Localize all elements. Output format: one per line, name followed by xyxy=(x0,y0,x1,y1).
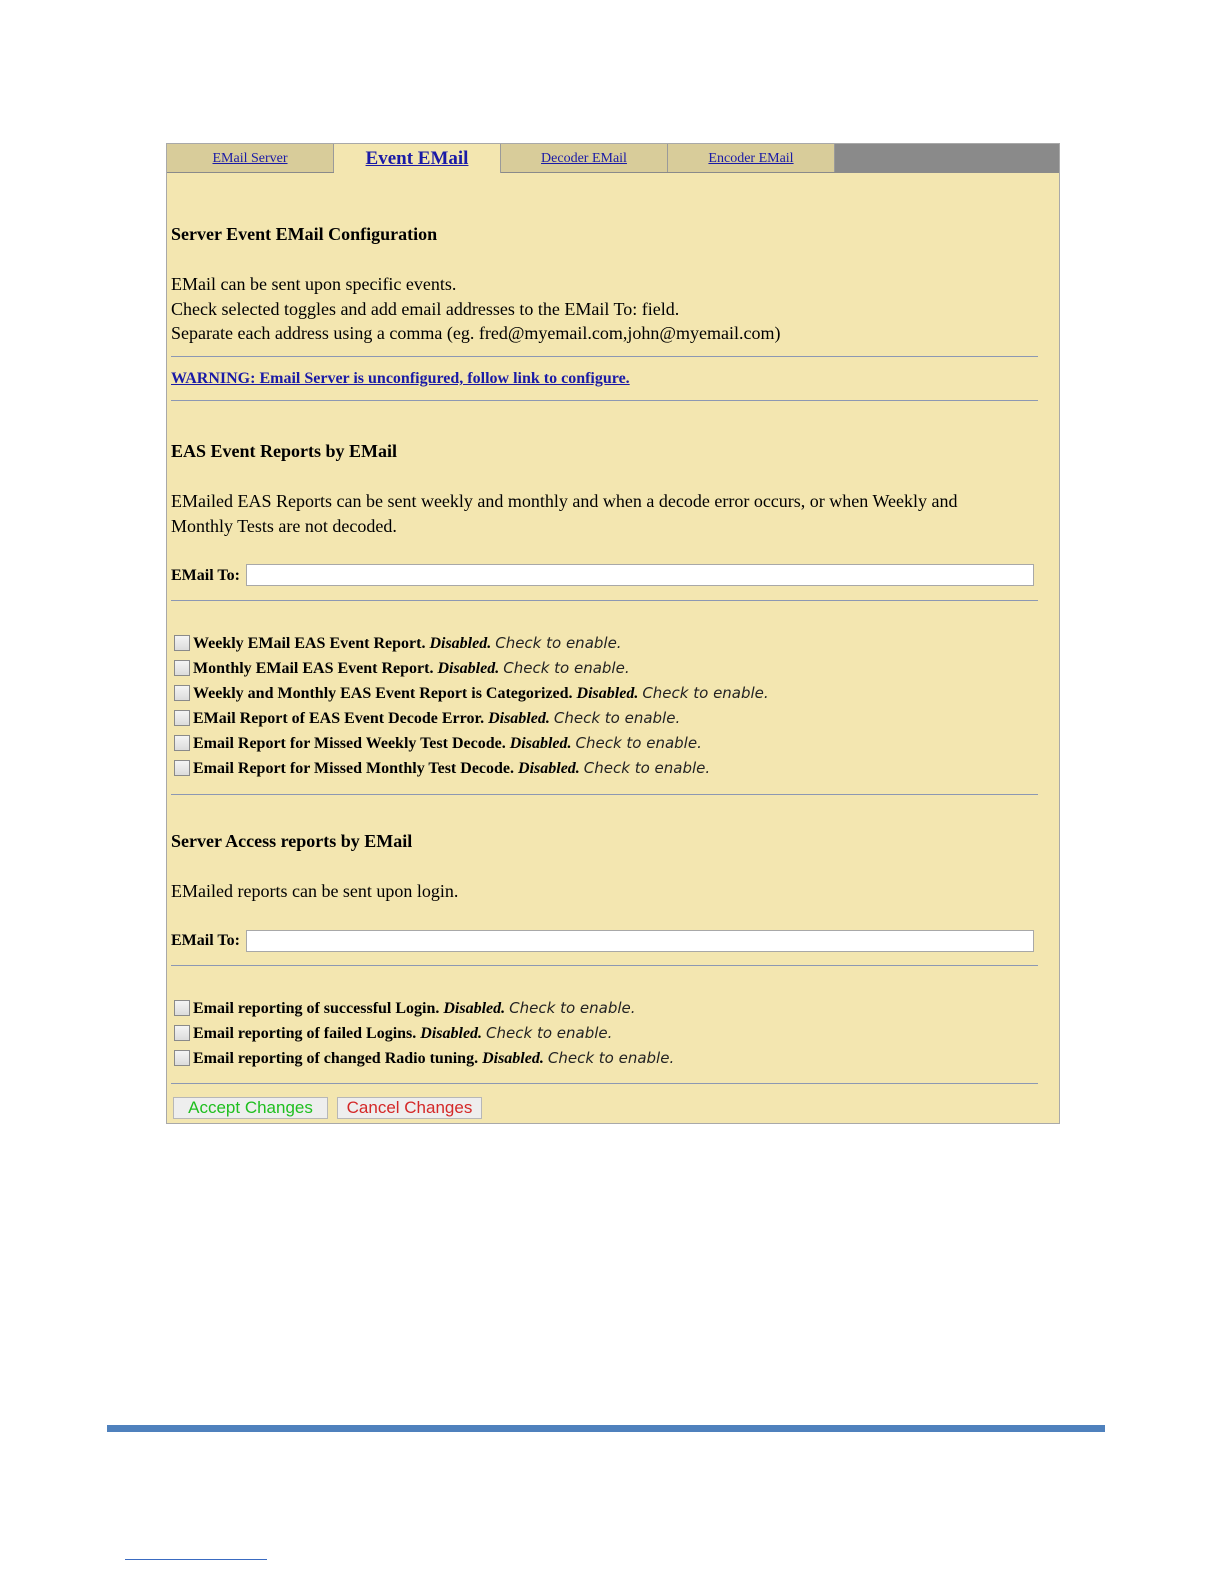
access-description: EMailed reports can be sent upon login. xyxy=(171,881,459,901)
eas-option-checkbox[interactable] xyxy=(174,760,191,779)
access-option-radio-tuning: Email reporting of changed Radio tuning. Disabled. Check to enable. xyxy=(193,1049,675,1067)
eas-option-checkbox[interactable] xyxy=(174,660,191,679)
eas-description-line-2: Monthly Tests are not decoded. xyxy=(171,516,397,536)
eas-option-missed-weekly: Email Report for Missed Weekly Test Decode. Disabled. Check to enable. xyxy=(193,734,702,752)
eas-description-line-1: EMailed EAS Reports can be sent weekly and monthly and when a decode error occurs, or when Weekly and xyxy=(171,491,958,511)
divider xyxy=(171,794,1038,795)
eas-email-label: EMail To: xyxy=(171,567,240,584)
access-section-title: Server Access reports by EMail xyxy=(171,831,413,851)
page-title: Server Event EMail Configuration xyxy=(171,224,438,244)
tab-decoder-email[interactable] xyxy=(501,144,668,172)
eas-option-checkbox[interactable] xyxy=(174,710,191,729)
divider xyxy=(171,1083,1038,1084)
divider xyxy=(171,400,1038,401)
tab-email-server-link[interactable]: EMail Server xyxy=(212,151,288,166)
access-option-successful-login: Email reporting of successful Login. Disabled. Check to enable. xyxy=(193,999,636,1017)
eas-section-title: EAS Event Reports by EMail xyxy=(171,441,398,461)
eas-option-checkbox[interactable] xyxy=(174,635,191,654)
cancel-changes-button[interactable]: Cancel Changes xyxy=(337,1097,482,1119)
configure-warning-link[interactable]: WARNING: Email Server is unconfigured, follow link to configure. xyxy=(171,370,630,387)
footer-rule xyxy=(107,1425,1105,1432)
event-email-panel xyxy=(166,143,1060,1124)
accept-changes-button[interactable]: Accept Changes xyxy=(173,1097,328,1119)
eas-option-categorized: Weekly and Monthly EAS Event Report is Categorized. Disabled. Check to enable. xyxy=(193,684,769,702)
access-option-checkbox[interactable] xyxy=(174,1050,191,1069)
eas-option-monthly-report: Monthly EMail EAS Event Report. Disabled. Check to enable. xyxy=(193,659,630,677)
intro-line-2: Check selected toggles and add email addresses to the EMail To: field. xyxy=(171,299,680,319)
access-option-failed-logins: Email reporting of failed Logins. Disabled. Check to enable. xyxy=(193,1024,613,1042)
tab-email-server[interactable] xyxy=(167,144,334,172)
divider xyxy=(171,600,1038,601)
divider xyxy=(171,965,1038,966)
access-option-checkbox[interactable] xyxy=(174,1025,191,1044)
eas-email-input[interactable] xyxy=(246,564,1034,586)
divider xyxy=(171,356,1038,357)
tab-event-email[interactable] xyxy=(334,144,501,173)
intro-line-3: Separate each address using a comma (eg. fred@myemail.com,john@myemail.com) xyxy=(171,323,781,343)
access-email-input[interactable] xyxy=(246,930,1034,952)
eas-option-checkbox[interactable] xyxy=(174,735,191,754)
footnote-separator xyxy=(125,1559,267,1560)
tab-bar xyxy=(167,144,1059,173)
eas-option-missed-monthly: Email Report for Missed Monthly Test Decode. Disabled. Check to enable. xyxy=(193,759,711,777)
tab-event-email-link[interactable]: Event EMail xyxy=(365,148,469,169)
eas-option-weekly-report: Weekly EMail EAS Event Report. Disabled. Check to enable. xyxy=(193,634,622,652)
access-email-label: EMail To: xyxy=(171,932,240,949)
tab-decoder-email-link[interactable]: Decoder EMail xyxy=(541,151,627,166)
intro-line-1: EMail can be sent upon specific events. xyxy=(171,274,457,294)
access-option-checkbox[interactable] xyxy=(174,1000,191,1019)
tab-encoder-email[interactable] xyxy=(668,144,835,172)
eas-option-decode-error: EMail Report of EAS Event Decode Error. Disabled. Check to enable. xyxy=(193,709,681,727)
tab-encoder-email-link[interactable]: Encoder EMail xyxy=(708,151,794,166)
eas-option-checkbox[interactable] xyxy=(174,685,191,704)
